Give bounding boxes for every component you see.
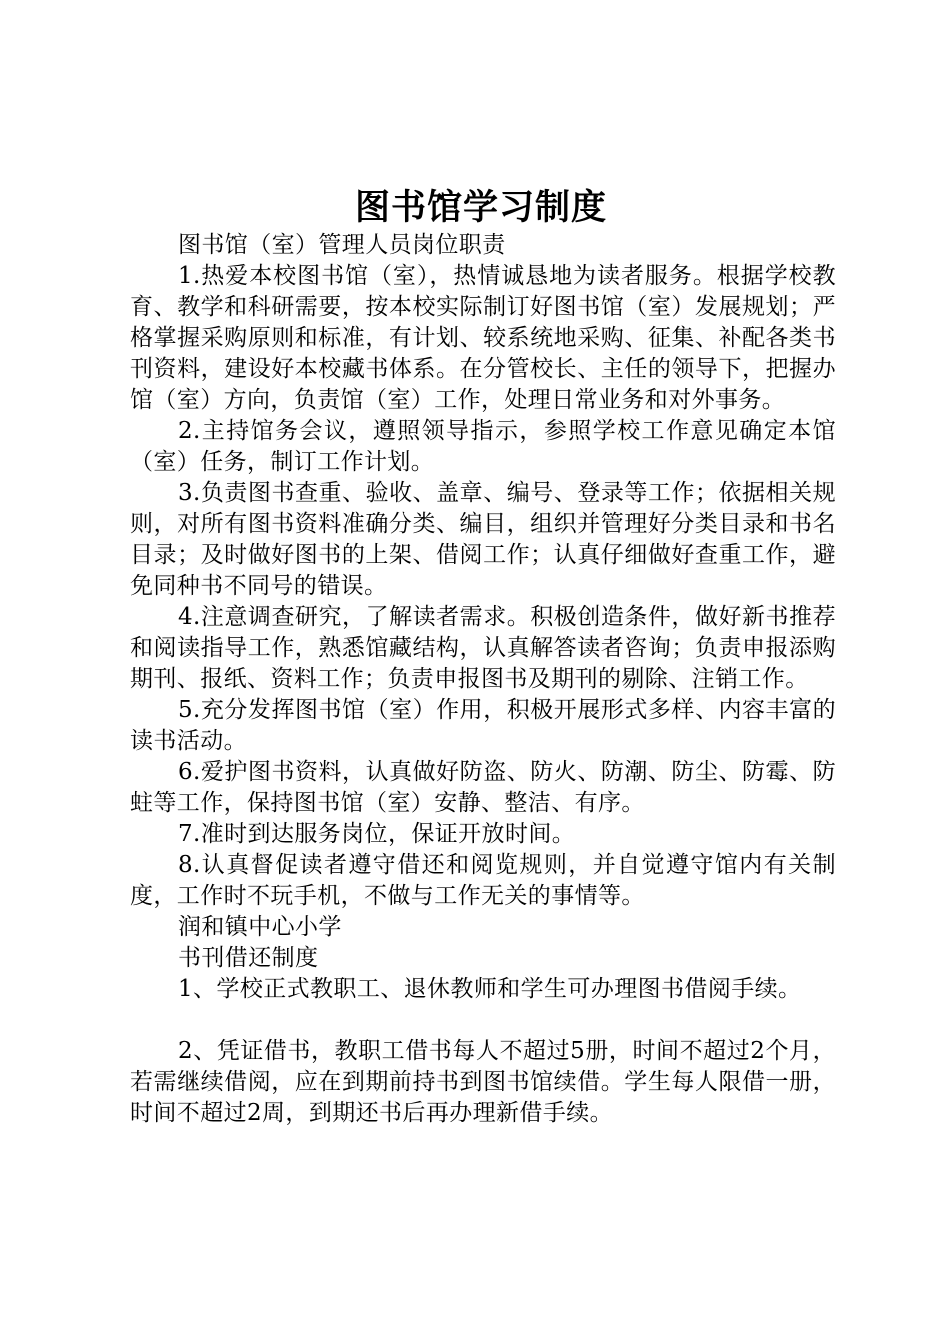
paragraph-rule-1: 1、学校正式教职工、退休教师和学生可办理图书借阅手续。 xyxy=(178,976,802,1002)
paragraph-duty-2: 2.主持馆务会议，遵照领导指示，参照学校工作意见确定本馆（室）任务，制订工作计划。 xyxy=(130,418,836,475)
paragraph-duty-3: 3.负责图书查重、验收、盖章、编号、登录等工作；依据相关规则，对所有图书资料准确分类、编目，组织并管理好分类目录和书名目录；及时做好图书的上架、借阅工作；认真仔细做好查重工作，避免同种书不同号的错误。 xyxy=(130,480,836,599)
paragraph-rule-2: 2、凭证借书，教职工借书每人不超过5册，时间不超过2个月，若需继续借阅，应在到期前持书到图书馆续借。学生每人限借一册，时间不超过2周，到期还书后再办理新借手续。 xyxy=(130,1038,836,1126)
section-heading-borrowing-rules: 书刊借还制度 xyxy=(178,945,319,971)
school-name: 润和镇中心小学 xyxy=(178,914,342,940)
paragraph-duty-4: 4.注意调查研究，了解读者需求。积极创造条件，做好新书推荐和阅读指导工作，熟悉馆藏结构，认真解答读者咨询；负责申报添购期刊、报纸、资料工作；负责申报图书及期刊的剔除、注销工作。 xyxy=(130,604,836,692)
section-heading-staff-duties: 图书馆（室）管理人员岗位职责 xyxy=(178,232,506,258)
paragraph-duty-5: 5.充分发挥图书馆（室）作用，积极开展形式多样、内容丰富的读书活动。 xyxy=(130,697,836,754)
paragraph-duty-6: 6.爱护图书资料，认真做好防盗、防火、防潮、防尘、防霉、防蛀等工作，保持图书馆（室）安静、整洁、有序。 xyxy=(130,759,836,816)
document-body xyxy=(130,230,836,1129)
paragraph-duty-7: 7.准时到达服务岗位，保证开放时间。 xyxy=(178,821,576,847)
document-title: 图书馆学习制度 xyxy=(354,187,607,228)
paragraph-duty-8: 8.认真督促读者遵守借还和阅览规则，并自觉遵守馆内有关制度，工作时不玩手机，不做与工作无关的事情等。 xyxy=(130,852,836,909)
paragraph-duty-1: 1.热爱本校图书馆（室），热情诚恳地为读者服务。根据学校教育、教学和科研需要，按本校实际制订好图书馆（室）发展规划；严格掌握采购原则和标准，有计划、较系统地采购、征集、补配各类书刊资料，建设好本校藏书体系。在分管校长、主任的领导下，把握办馆（室）方向，负责馆（室）工作，处理日常业务和对外事务。 xyxy=(130,263,836,413)
